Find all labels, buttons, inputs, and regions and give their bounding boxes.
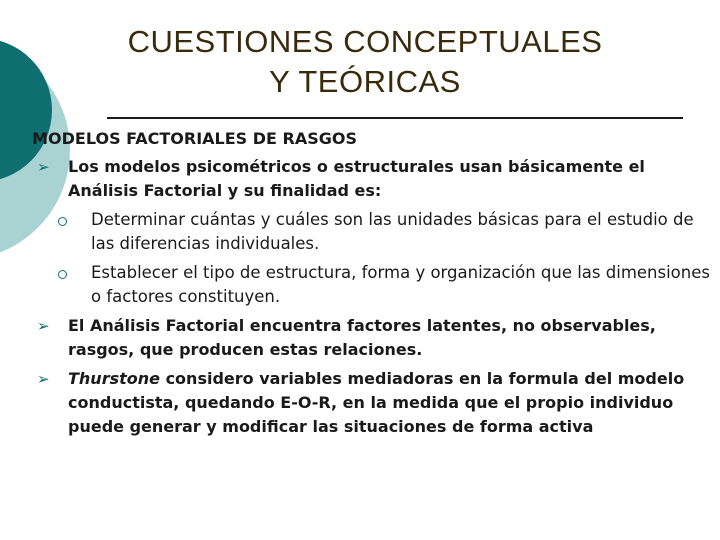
arrow-bullet-icon: ➢ — [37, 370, 50, 388]
bullet-item-2 — [37, 314, 708, 362]
slide-title — [55, 22, 675, 102]
sub-bullet-item-1-text: Determinar cuántas y cuáles son las unidades básicas para el estudio de las diferencias individuales. — [91, 210, 694, 253]
sub-bullet-item-2 — [91, 261, 713, 309]
title-line-2: Y TEÓRICAS — [269, 64, 461, 99]
sub-bullet-item-1 — [91, 208, 713, 256]
circle-bullet-icon — [58, 217, 67, 226]
arrow-bullet-icon: ➢ — [37, 158, 50, 176]
title-divider — [107, 117, 683, 119]
bullet-item-2-text: El Análisis Factorial encuentra factores latentes, no observables, rasgos, que producen estas relaciones. — [68, 316, 656, 359]
circle-bullet-icon — [58, 270, 67, 279]
section-heading — [0, 128, 720, 150]
title-line-1: CUESTIONES CONCEPTUALES — [127, 24, 603, 59]
arrow-bullet-icon: ➢ — [37, 317, 50, 335]
bullet-item-1-text: Los modelos psicométricos o estructurales usan básicamente el Análisis Factorial y su finalidad es: — [68, 157, 645, 200]
sub-bullet-item-2-text: Establecer el tipo de estructura, forma y organización que las dimensiones o factores constituyen. — [91, 263, 710, 306]
section-marker: a) — [0, 129, 21, 148]
bullet-item-3-emphasis: Thurstone — [68, 369, 160, 388]
bullet-item-3 — [37, 367, 708, 439]
section-heading-text: MODELOS FACTORIALES DE RASGOS — [32, 129, 358, 148]
bullet-item-1 — [37, 155, 708, 203]
bullet-item-3-text: considero variables mediadoras en la formula del modelo conductista, quedando E-O-R, en la medida que el propio individuo puede generar y modificar las situaciones de forma activa — [68, 369, 685, 436]
